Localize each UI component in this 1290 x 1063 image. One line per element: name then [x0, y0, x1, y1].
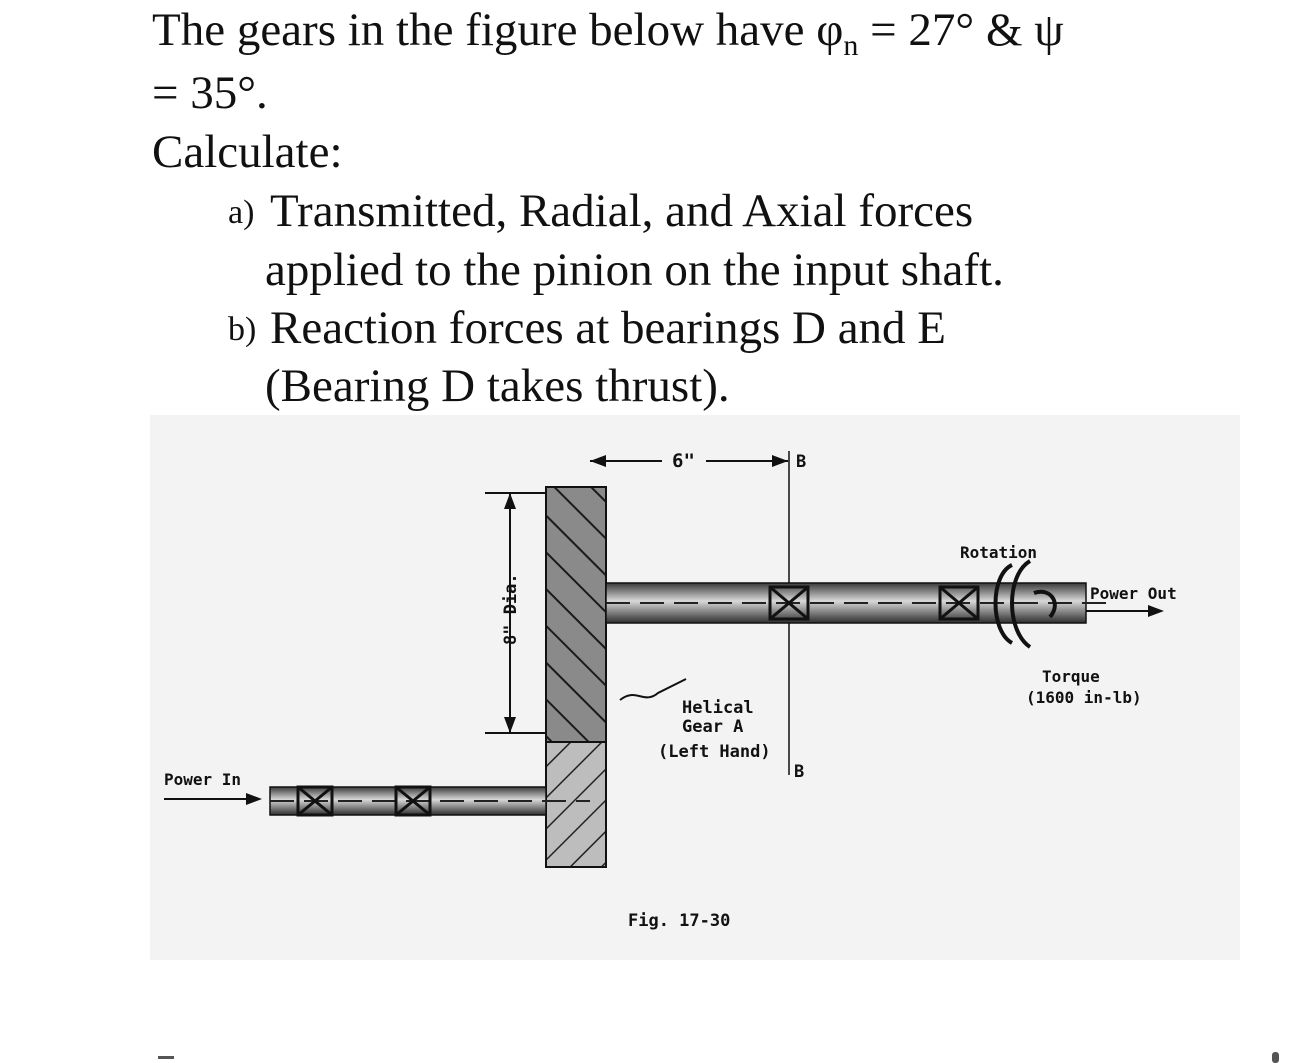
power-out-label: Power Out [1090, 584, 1177, 603]
item-a-line-1: Transmitted, Radial, and Axial forces [270, 185, 974, 237]
torque-label: Torque [1042, 667, 1100, 686]
phi-subscript: n [843, 29, 859, 62]
six-inch-label: 6" [672, 450, 695, 472]
scan-edge-mark-left [158, 1056, 174, 1059]
scan-edge-mark-right [1272, 1052, 1279, 1063]
item-b-line-1: Reaction forces at bearings D and E [270, 302, 947, 354]
calculate-heading: Calculate: [152, 126, 343, 178]
gear-a-label: Gear A [682, 717, 744, 737]
helical-label: Helical [682, 698, 754, 718]
dia-label: 8" Dia. [501, 573, 521, 645]
rotation-label: Rotation [960, 543, 1038, 562]
problem-line-1 [152, 2, 1064, 74]
given-phi-text: The gears in the figure below have φ [152, 4, 844, 56]
figure-caption: Fig. 17-30 [628, 911, 731, 931]
problem-line-2: = 35°. [152, 67, 268, 119]
torque-value: (1600 in-lb) [1026, 688, 1142, 707]
gear-figure [150, 415, 1240, 960]
item-a-marker: a) [228, 194, 255, 231]
section-b-label-bottom: B [794, 762, 805, 782]
given-psi-text: = 27° & ψ [858, 4, 1064, 56]
item-a-line-2: applied to the pinion on the input shaft. [265, 244, 1004, 296]
section-b-label-top: B [796, 452, 807, 472]
power-in-label: Power In [164, 770, 242, 789]
left-hand-label: (Left Hand) [658, 742, 771, 762]
item-b-marker: b) [228, 311, 257, 348]
item-b-line-2: (Bearing D takes thrust). [265, 360, 730, 412]
gear-a-body [546, 487, 606, 742]
pinion-teeth [546, 742, 606, 867]
